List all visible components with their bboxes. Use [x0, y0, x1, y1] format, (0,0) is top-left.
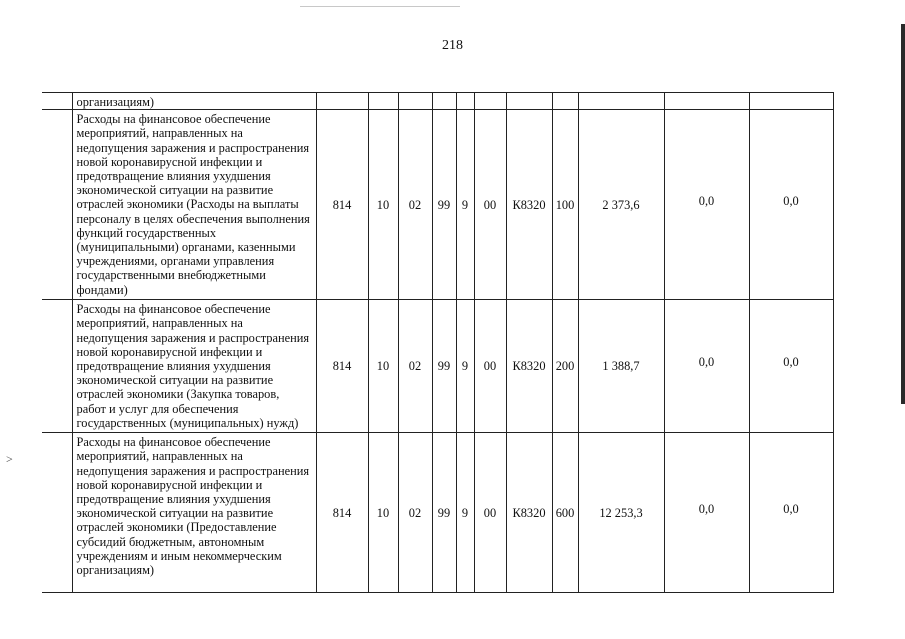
ved-cell: 814 — [316, 433, 368, 593]
pr-cell: 02 — [398, 300, 432, 433]
empty-cell — [432, 93, 456, 110]
empty-cell — [578, 93, 664, 110]
empty-cell — [456, 93, 474, 110]
budget-table — [42, 92, 834, 593]
description-cell: Расходы на финансовое обеспечение мероприятий, направленных на недопущения заражения и распространения новой коронавирусной инфекции и предотвращение влияния ухудшения экономической ситуации на развитие отраслей экономики (Расходы на выплаты персоналу в целях обеспечения выполнения функций государственных (муниципальными) органами, казенными учреждениями, органами управления государственными внебюджетными фондами) — [72, 110, 316, 300]
amount-year2-value: 0,0 — [698, 501, 715, 516]
cs-direction-cell: К8320 — [506, 110, 552, 300]
index-cell — [42, 110, 72, 300]
cs-program-cell: 99 — [432, 300, 456, 433]
description-cell: Расходы на финансовое обеспечение мероприятий, направленных на недопущения заражения и распространения новой коронавирусной инфекции и предотвращение влияния ухудшения экономической ситуации на развитие отраслей экономики (Предоставление субсидий бюджетным, автономным учреждениям и иным некоммерческим организациям) — [72, 433, 316, 593]
cs-direction-cell: К8320 — [506, 433, 552, 593]
amount-year2-cell — [664, 433, 749, 593]
rz-cell: 10 — [368, 110, 398, 300]
scan-top-rule — [300, 6, 460, 7]
empty-cell — [552, 93, 578, 110]
pr-cell: 02 — [398, 433, 432, 593]
amount-year1-cell: 1 388,7 — [578, 300, 664, 433]
cs-subprogram-cell: 9 — [456, 300, 474, 433]
vr-cell: 100 — [552, 110, 578, 300]
vr-cell: 200 — [552, 300, 578, 433]
amount-year2-cell — [664, 110, 749, 300]
amount-year2-value: 0,0 — [698, 193, 715, 208]
cs-main-cell: 00 — [474, 110, 506, 300]
cs-subprogram-cell: 9 — [456, 433, 474, 593]
empty-cell — [398, 93, 432, 110]
amount-year3-cell — [749, 110, 833, 300]
empty-cell — [506, 93, 552, 110]
amount-year3-value: 0,0 — [783, 501, 799, 516]
amount-year1-cell: 2 373,6 — [578, 110, 664, 300]
amount-year2-value: 0,0 — [698, 355, 715, 370]
amount-year3-cell — [749, 300, 833, 433]
margin-mark: > — [6, 452, 13, 466]
description-cell: организациям) — [72, 93, 316, 110]
page-number: 218 — [442, 38, 463, 53]
table-row — [42, 300, 833, 433]
cs-program-cell: 99 — [432, 110, 456, 300]
empty-cell — [368, 93, 398, 110]
rz-cell: 10 — [368, 300, 398, 433]
table-row — [42, 433, 833, 593]
empty-cell — [749, 93, 833, 110]
index-cell — [42, 433, 72, 593]
amount-year3-value: 0,0 — [783, 193, 799, 208]
table-row-continued — [42, 93, 833, 110]
vr-cell: 600 — [552, 433, 578, 593]
scan-edge-shadow — [901, 24, 905, 404]
ved-cell: 814 — [316, 110, 368, 300]
ved-cell: 814 — [316, 300, 368, 433]
amount-year3-value: 0,0 — [783, 355, 799, 370]
empty-cell — [474, 93, 506, 110]
amount-year2-cell — [664, 300, 749, 433]
description-cell: Расходы на финансовое обеспечение мероприятий, направленных на недопущения заражения и распространения новой коронавирусной инфекции и предотвращение влияния ухудшения экономической ситуации на развитие отраслей экономики (Закупка товаров, работ и услуг для обеспечения государственных (муниципальных) нужд) — [72, 300, 316, 433]
rz-cell: 10 — [368, 433, 398, 593]
amount-year3-cell — [749, 433, 833, 593]
cs-direction-cell: К8320 — [506, 300, 552, 433]
cs-main-cell: 00 — [474, 433, 506, 593]
amount-year1-cell: 12 253,3 — [578, 433, 664, 593]
empty-cell — [316, 93, 368, 110]
pr-cell: 02 — [398, 110, 432, 300]
table-row — [42, 110, 833, 300]
cs-subprogram-cell: 9 — [456, 110, 474, 300]
cs-program-cell: 99 — [432, 433, 456, 593]
cs-main-cell: 00 — [474, 300, 506, 433]
empty-cell — [664, 93, 749, 110]
index-cell — [42, 93, 72, 110]
index-cell — [42, 300, 72, 433]
